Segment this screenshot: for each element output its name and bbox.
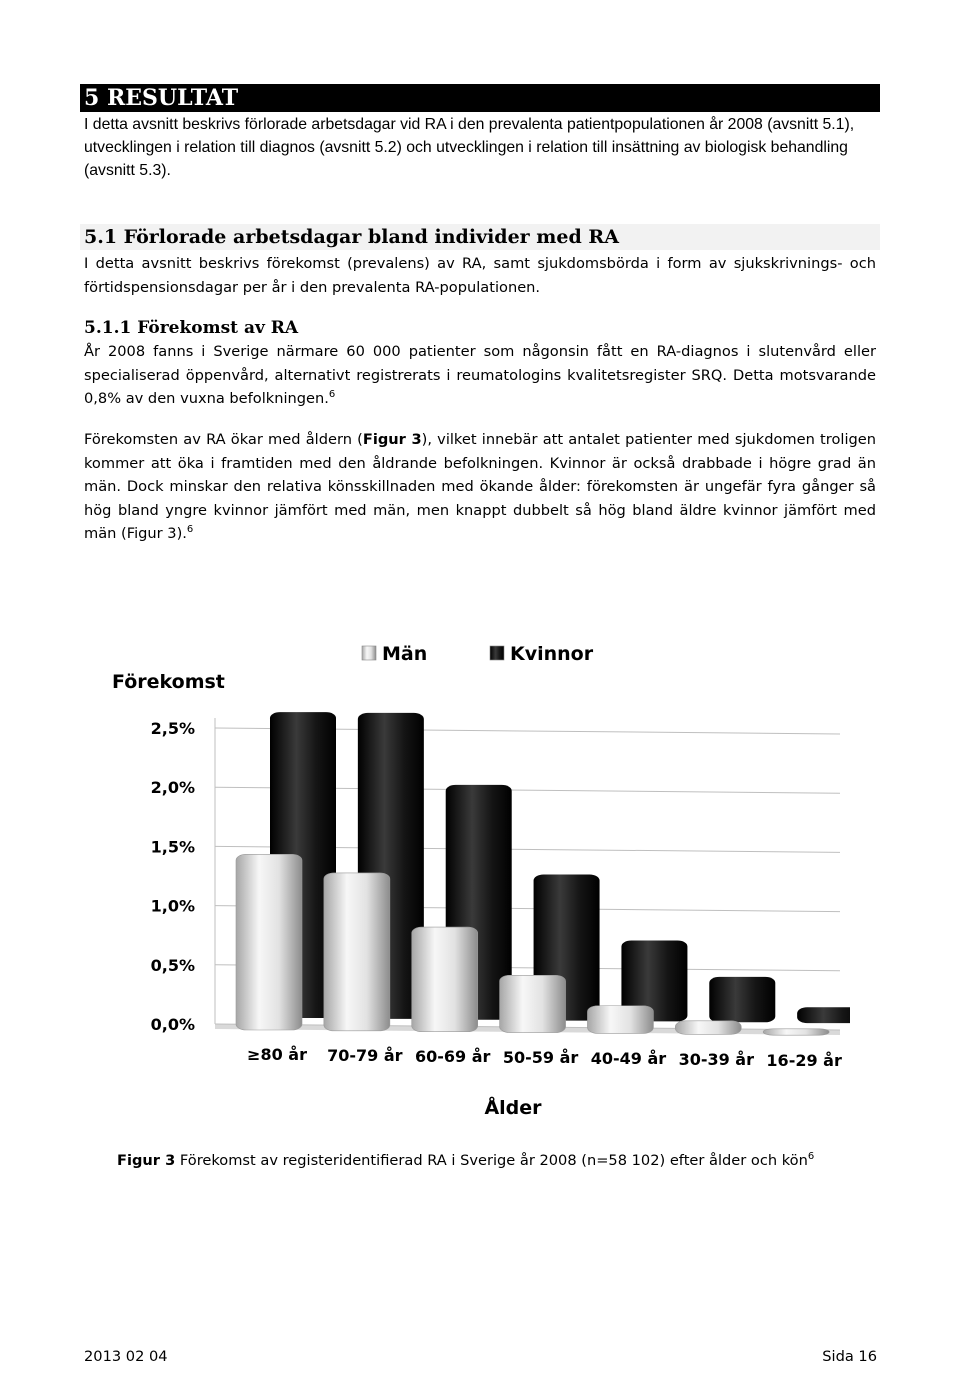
bar-man <box>675 1021 741 1034</box>
y-tick-label: 2,5% <box>150 719 195 738</box>
footnote-ref[interactable]: 6 <box>807 1151 815 1163</box>
legend-swatch <box>490 646 504 660</box>
paragraph-age-text-a: Förekomsten av RA ökar med åldern ( <box>84 431 363 448</box>
paragraph-prevalence-text: År 2008 fanns i Sverige närmare 60 000 patienter som någonsin fått en RA-diagnos i slutenvård eller specialiserad öppenvård, alternativt registrerats i reumatologins kvalitetsregister SRQ. Detta motsvarande 0,8% av den vuxna befolkningen. <box>84 343 876 407</box>
paragraph-age-trend <box>84 428 876 546</box>
figure-caption-text: Förekomst av registeridentifierad RA i Sverige år 2008 (n=58 102) efter ålder och kön <box>175 1152 808 1169</box>
legend-label: Kvinnor <box>510 643 594 665</box>
y-tick-label: 1,0% <box>150 896 195 916</box>
bar-kvinnor <box>709 977 775 1022</box>
paragraph-prevalence <box>84 340 876 411</box>
figure-reference[interactable]: Figur 3 <box>362 431 422 448</box>
figure-caption <box>117 1150 877 1172</box>
footnote-ref[interactable]: 6 <box>186 524 194 536</box>
x-axis-title: Ålder <box>484 1097 542 1119</box>
x-tick-label: 16-29 år <box>766 1051 842 1071</box>
y-tick-label: 0,5% <box>150 955 195 975</box>
x-tick-label: 60-69 år <box>414 1047 491 1067</box>
bar-man <box>500 975 566 1032</box>
subsubsection-heading: 5.1.1 Förekomst av RA <box>84 318 299 338</box>
chart-legend <box>362 643 594 665</box>
y-tick-label: 2,0% <box>150 778 195 798</box>
footer-page-number: Sida 16 <box>822 1348 877 1365</box>
subsection-heading: 5.1 Förlorade arbetsdagar bland individer med RA <box>80 224 880 250</box>
y-tick-label: 0,0% <box>150 1015 195 1034</box>
x-tick-label: ≥80 år <box>247 1045 307 1064</box>
bar-man <box>412 927 478 1032</box>
footer-date: 2013 02 04 <box>84 1348 168 1365</box>
subsection-intro: I detta avsnitt beskrivs förekomst (prevalens) av RA, samt sjukdomsbörda i form av sjukskrivnings- och förtidspensionsdagar per år i den prevalenta RA-populationen. <box>84 255 876 296</box>
legend-swatch <box>362 646 376 660</box>
prevalence-bar-chart <box>90 630 850 1130</box>
paragraph-age-text-b: ), vilket innebär att antalet patienter med sjukdomen troligen kommer att öka i framtiden med den åldrande befolkningen. Kvinnor är också drabbade i högre grad än män. Dock minskar den relativa könsskillnaden med ökande ålder: förekomsten är ungefär fyra gånger så hög bland yngre kvinnor jämfört med män, men knappt dubbelt så hög bland äldre kvinnor jämfört med män (Figur 3). <box>84 431 876 542</box>
chart-bars <box>236 712 850 1035</box>
bar-man <box>236 854 302 1030</box>
footnote-ref[interactable]: 6 <box>328 389 336 401</box>
bar-man <box>763 1029 829 1035</box>
bar-man <box>324 873 390 1031</box>
x-tick-label: 40-49 år <box>590 1049 667 1069</box>
x-tick-label: 50-59 år <box>502 1048 579 1068</box>
x-tick-label: 70-79 år <box>327 1046 403 1066</box>
section-intro: I detta avsnitt beskrivs förlorade arbetsdagar vid RA i den prevalenta patientpopulationen år 2008 (avsnitt 5.1), utvecklingen i relation till diagnos (avsnitt 5.2) och utvecklingen i relation till insättning av biologisk behandling (avsnitt 5.3). <box>84 116 855 179</box>
bar-man <box>587 1006 653 1034</box>
bar-kvinnor <box>797 1007 850 1023</box>
y-axis-title: Förekomst <box>112 671 225 693</box>
x-tick-label: 30-39 år <box>678 1050 755 1070</box>
legend-label: Män <box>382 643 428 665</box>
figure-caption-label: Figur 3 <box>117 1152 176 1169</box>
section-heading: 5 RESULTAT <box>80 84 880 112</box>
y-tick-label: 1,5% <box>150 837 195 857</box>
